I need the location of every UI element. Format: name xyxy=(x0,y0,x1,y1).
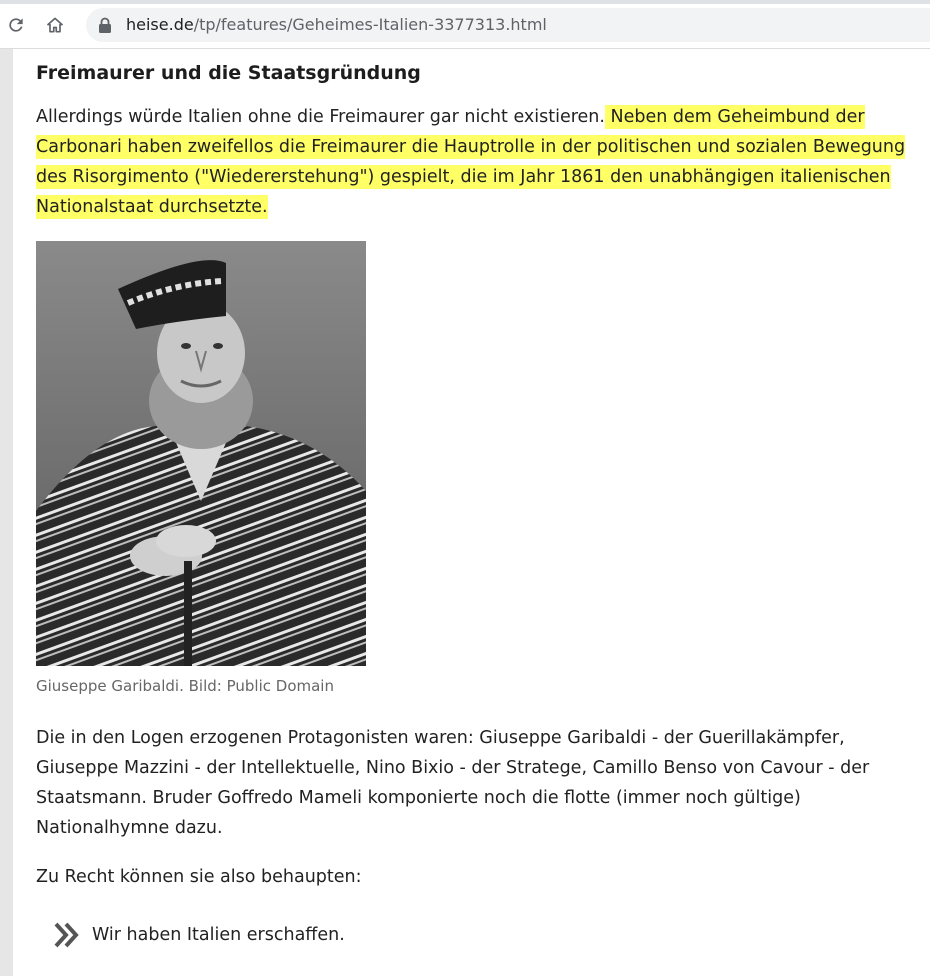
intro-paragraph xyxy=(36,102,911,222)
garibaldi-portrait-image xyxy=(36,241,366,666)
conclusion-paragraph: Zu Recht können sie also behaupten: xyxy=(36,867,362,887)
blockquote xyxy=(52,920,345,950)
browser-toolbar xyxy=(0,0,930,49)
home-icon xyxy=(45,15,65,35)
reload-button[interactable] xyxy=(3,12,29,38)
url-path: /tp/features/Geheimes-Italien-3377313.html xyxy=(193,15,547,34)
protagonists-paragraph: Die in den Logen erzogenen Protagonisten waren: Giuseppe Garibaldi - der Guerillakämpfer, Giuseppe Mazzini - der Intellektuelle, Nino Bixio - der Stratege, Camillo Benso von Cavour - der Staatsmann. Bruder Goffredo Mameli komponierte noch die flotte (immer noch gültige) Nationalhymne dazu. xyxy=(36,728,870,838)
page-left-margin xyxy=(0,49,13,976)
double-chevron-right-icon xyxy=(52,920,82,950)
image-caption: Giuseppe Garibaldi. Bild: Public Domain xyxy=(36,677,334,695)
tab-strip-edge xyxy=(0,0,930,4)
home-button[interactable] xyxy=(42,12,68,38)
url-host: heise.de xyxy=(126,15,194,34)
address-bar[interactable] xyxy=(86,8,930,42)
lock-icon xyxy=(98,17,112,33)
intro-text: Allerdings würde Italien ohne die Freimaurer gar nicht existieren. xyxy=(36,107,605,127)
quote-text: Wir haben Italien erschaffen. xyxy=(92,925,345,945)
section-heading: Freimaurer und die Staatsgründung xyxy=(36,62,421,84)
toolbar-divider xyxy=(0,48,930,49)
highlighted-text: Neben dem Geheimbund der Carbonari haben zweifellos die Freimaurer die Hauptrolle in der politischen und sozialen Bewegung des Risorgimento ("Wiedererstehung") gespielt, die im Jahr 1861 den unabhängigen italienischen Nationalstaat durchsetzte. xyxy=(36,107,906,217)
url-text[interactable] xyxy=(126,15,547,35)
reload-icon xyxy=(6,15,26,35)
portrait-illustration xyxy=(36,241,366,666)
